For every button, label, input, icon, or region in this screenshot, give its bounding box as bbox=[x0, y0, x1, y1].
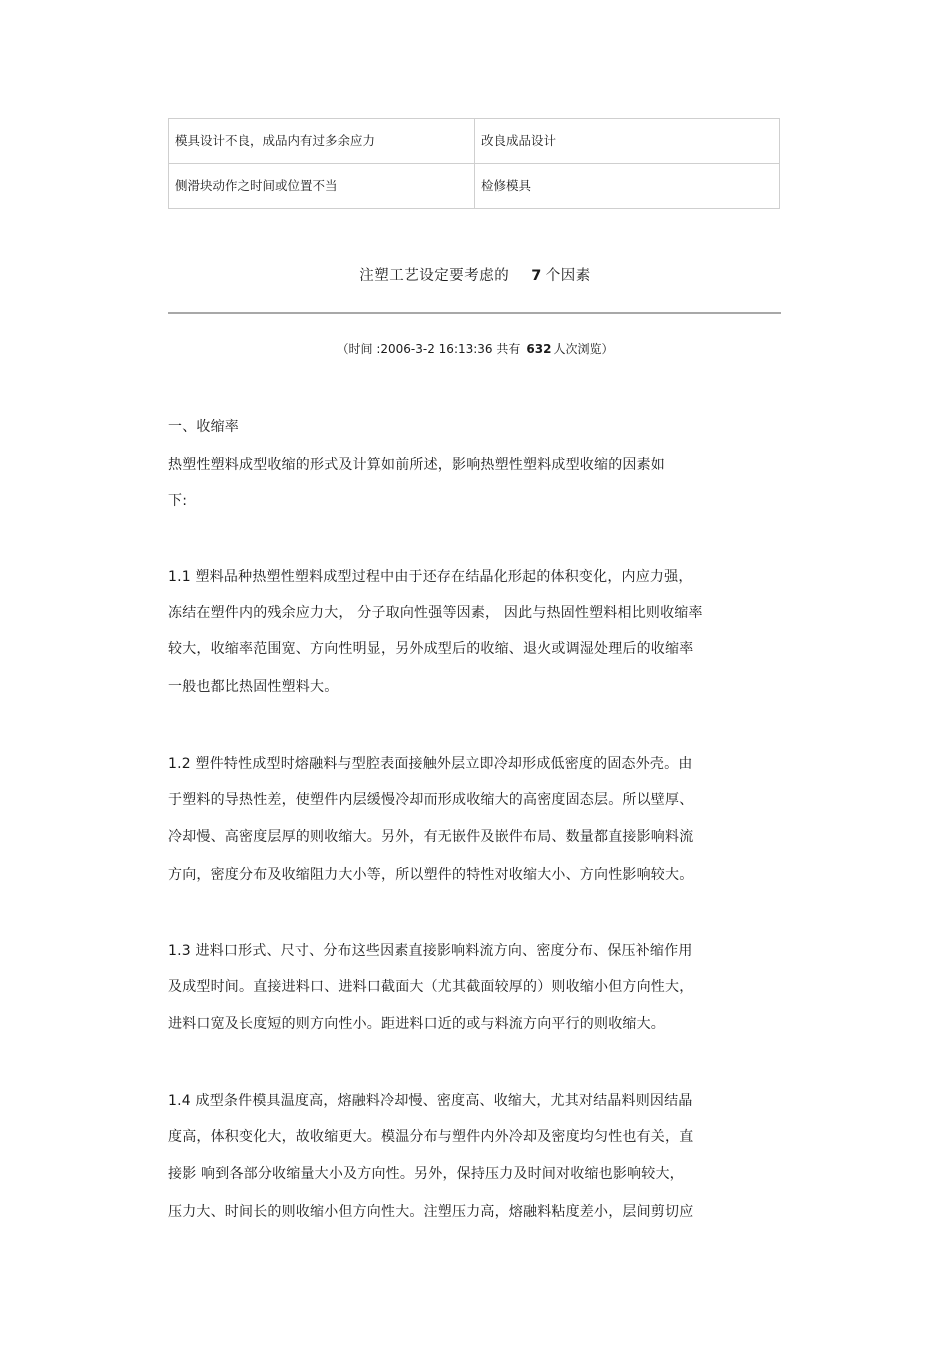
title-number: 7 bbox=[531, 268, 542, 284]
paragraph-line: 一般也都比热固性塑料大。 bbox=[168, 679, 339, 695]
paragraph-line: 1.3 进料口形式、尺寸、分布这些因素直接影响料流方向、密度分布、保压补缩作用 bbox=[168, 943, 693, 959]
solution-cell: 检修模具 bbox=[475, 164, 780, 209]
section-heading: 一、收缩率 bbox=[168, 419, 239, 435]
paragraph-line: 1.1 塑料品种热塑性塑料成型过程中由于还存在结晶化形起的体积变化，内应力强， bbox=[168, 569, 693, 585]
paragraph-line: 及成型时间。直接进料口、进料口截面大（尤其截面较厚的）则收缩小但方向性大， bbox=[168, 979, 694, 995]
cause-cell: 侧滑块动作之时间或位置不当 bbox=[169, 164, 475, 209]
paragraph-line: 1.2 塑件特性成型时熔融料与型腔表面接触外层立即冷却形成低密度的固态外壳。由 bbox=[168, 756, 693, 772]
paragraph-line: 度高，体积变化大，故收缩更大。模温分布与塑件内外冷却及密度均匀性也有关，直 bbox=[168, 1129, 694, 1145]
paragraph-line: 1.4 成型条件模具温度高，熔融料冷却慢、密度高、收缩大，尤其对结晶料则因结晶 bbox=[168, 1093, 693, 1109]
meta-suffix: 人次浏览） bbox=[553, 342, 614, 356]
title-prefix: 注塑工艺设定要考虑的 bbox=[359, 268, 510, 284]
paragraph-line: 于塑料的导热性差，使塑件内层缓慢冷却而形成收缩大的高密度固态层。所以壁厚、 bbox=[168, 792, 694, 808]
meta-prefix: （时间 :2006-3-2 16:13:36 共有 bbox=[336, 342, 521, 356]
paragraph-line: 冷却慢、高密度层厚的则收缩大。另外，有无嵌件及嵌件布局、数量都直接影响料流 bbox=[168, 829, 694, 845]
paragraph-line: 压力大、时间长的则收缩小但方向性大。注塑压力高，熔融料粘度差小，层间剪切应 bbox=[168, 1204, 694, 1220]
paragraph-line: 进料口宽及长度短的则方向性小。距进料口近的或与料流方向平行的则收缩大。 bbox=[168, 1016, 665, 1032]
intro-line: 热塑性塑料成型收缩的形式及计算如前所述，影响热塑性塑料成型收缩的因素如 bbox=[168, 457, 665, 473]
intro-line: 下: bbox=[168, 493, 188, 509]
paragraph-line: 冻结在塑件内的残余应力大， 分子取向性强等因素， 因此与热固性塑料相比则收缩率 bbox=[168, 605, 703, 621]
article-meta bbox=[0, 340, 950, 357]
paragraph-line: 较大，收缩率范围宽、方向性明显，另外成型后的收缩、退火或调湿处理后的收缩率 bbox=[168, 641, 694, 657]
table-row bbox=[169, 119, 780, 164]
cause-cell: 模具设计不良，成品内有过多余应力 bbox=[169, 119, 475, 164]
article-title bbox=[0, 264, 950, 285]
paragraph-line: 方向，密度分布及收缩阻力大小等，所以塑件的特性对收缩大小、方向性影响较大。 bbox=[168, 867, 694, 883]
table-row bbox=[169, 164, 780, 209]
title-suffix: 个因素 bbox=[545, 268, 591, 284]
title-divider bbox=[168, 312, 781, 314]
paragraph-line: 接影 响到各部分收缩量大小及方向性。另外，保持压力及时间对收缩也影响较大， bbox=[168, 1166, 684, 1182]
solution-cell: 改良成品设计 bbox=[475, 119, 780, 164]
view-count: 632 bbox=[526, 342, 552, 356]
troubleshooting-table bbox=[168, 118, 780, 209]
